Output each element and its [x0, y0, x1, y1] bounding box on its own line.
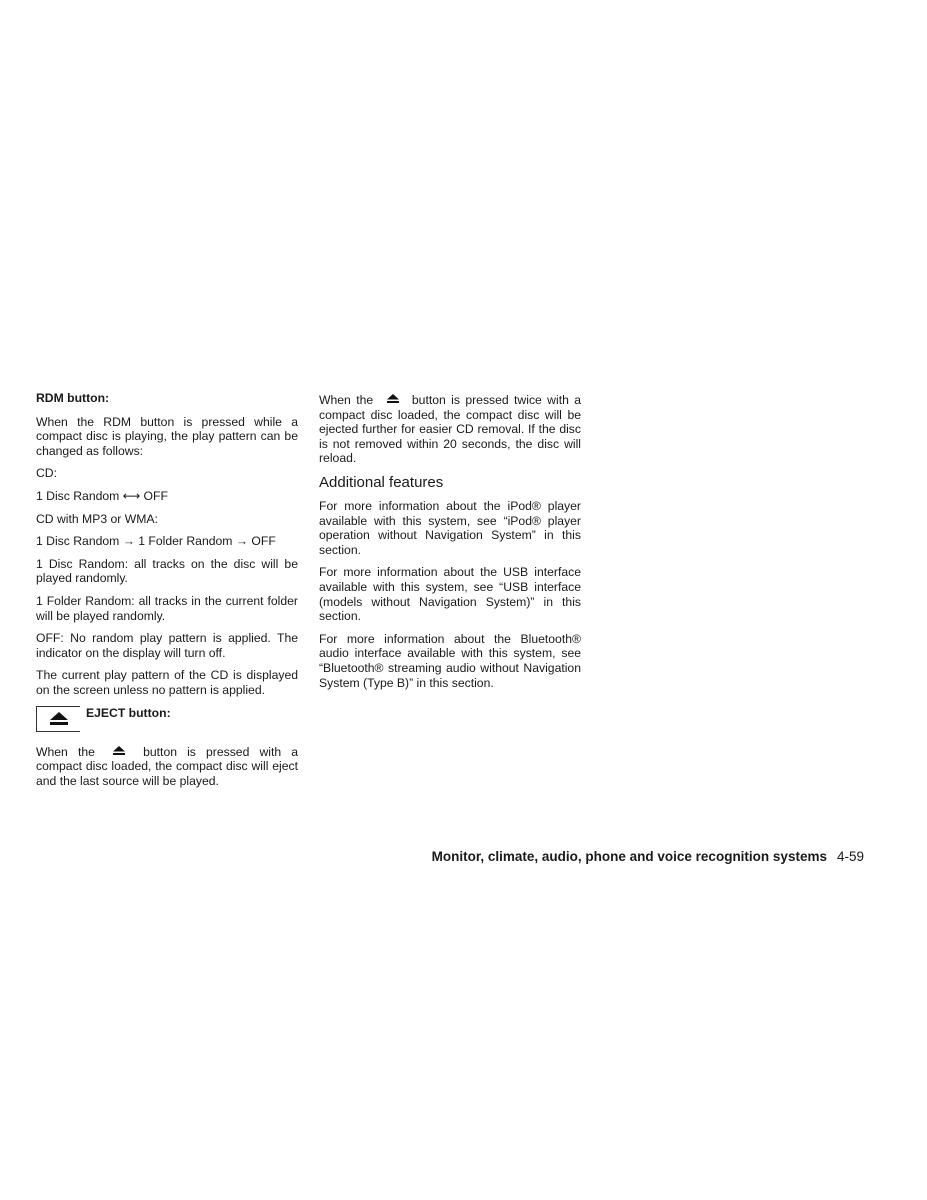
eject-heading: EJECT button: — [86, 705, 171, 720]
eject-description — [36, 745, 298, 789]
current-pattern-desc: The current play pattern of the CD is displayed on the screen unless no pattern is applied. — [36, 668, 298, 697]
mp3-label: CD with MP3 or WMA: — [36, 511, 158, 526]
folder-random-desc: 1 Folder Random: all tracks in the current folder will be played randomly. — [36, 593, 298, 623]
left-column — [36, 391, 298, 796]
eject-icon — [113, 746, 125, 756]
eject-twice-pre: When the — [319, 393, 374, 407]
eject-icon-box — [36, 706, 80, 732]
eject-desc-pre: When the — [36, 744, 95, 759]
eject-icon — [387, 394, 399, 404]
eject-desc-post: button is pressed with a compact disc loaded, the compact disc will eject and the last source will be played. — [36, 744, 299, 788]
page-footer — [300, 849, 864, 865]
disc-random-desc: 1 Disc Random: all tracks on the disc will be played randomly. — [36, 556, 298, 586]
eject-twice-post: button is pressed twice with a compact disc loaded, the compact disc will be ejected further for easier CD removal. If the disc is not removed within 20 seconds, the disc will reload. — [319, 393, 582, 466]
bluetooth-info: For more information about the Bluetooth® audio interface available with this system, see “Bluetooth® streaming audio without Navigation System (Type B)” in this section. — [319, 631, 581, 690]
cd-pattern: 1 Disc Random ⟷ OFF — [36, 488, 168, 503]
additional-features-heading: Additional features — [319, 473, 444, 491]
eject-heading-row — [36, 706, 298, 733]
footer-section-title: Monitor, climate, audio, phone and voice recognition systems — [431, 849, 827, 864]
cd-label: CD: — [36, 466, 57, 481]
eject-twice-desc — [319, 393, 581, 466]
off-desc: OFF: No random play pattern is applied. The indicator on the display will turn off. — [36, 631, 298, 660]
eject-icon — [49, 711, 69, 727]
mp3-pattern: 1 Disc Random → 1 Folder Random → OFF — [36, 534, 276, 549]
page-number: 4-59 — [836, 849, 864, 864]
rdm-description: When the RDM button is pressed while a compact disc is playing, the play pattern can be changed as follows: — [36, 414, 298, 458]
usb-info: For more information about the USB interface available with this system, see “USB interface (models without Navigation System)” in this section. — [319, 565, 581, 624]
rdm-heading: RDM button: — [36, 391, 110, 405]
right-column — [319, 393, 581, 698]
ipod-info: For more information about the iPod® player available with this system, see “iPod® player operation without Navigation System” in this section. — [319, 498, 581, 557]
